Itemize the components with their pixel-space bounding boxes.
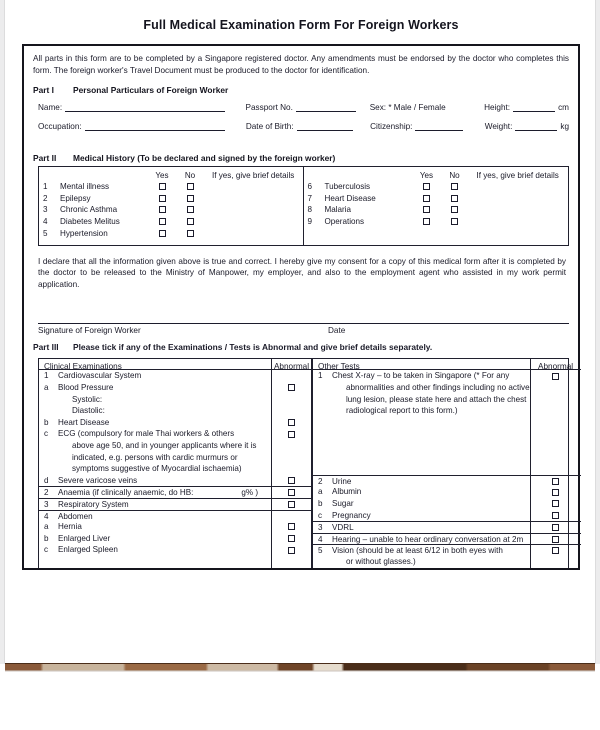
- abnormal-cell: [531, 394, 581, 406]
- abnormal-cell: [531, 556, 581, 568]
- history-row-label: Operations: [324, 217, 365, 227]
- part-1-title: Personal Particulars of Foreign Worker: [73, 85, 229, 95]
- history-row-number: 7: [307, 193, 313, 203]
- abnormal-cell[interactable]: [531, 544, 581, 556]
- exam-row: [313, 382, 530, 394]
- passport-label: Passport No.: [245, 103, 293, 112]
- history-no-cell[interactable]: [441, 183, 469, 190]
- exam-row: [39, 440, 271, 452]
- clinical-examinations-column: [39, 359, 272, 567]
- history-row: [39, 204, 303, 216]
- clinical-examinations-header: Clinical Examinations: [39, 359, 271, 370]
- abnormal-cell: [272, 394, 311, 406]
- history-row: [39, 193, 303, 205]
- checkbox-abnormal[interactable]: [552, 524, 559, 531]
- dob-field[interactable]: [246, 121, 370, 131]
- abnormal-cell[interactable]: [272, 475, 311, 487]
- page-edge-left: [0, 0, 5, 730]
- exam-row: [313, 440, 530, 452]
- history-row-label: Diabetes Melitus: [60, 217, 120, 227]
- history-no-cell[interactable]: [441, 218, 469, 225]
- history-row-label: Mental illness: [60, 182, 110, 192]
- exam-row-number: b: [318, 499, 323, 508]
- dob-input[interactable]: [297, 121, 353, 131]
- page-title: Full Medical Examination Form For Foreign Workers: [143, 18, 459, 32]
- history-row-number: 8: [307, 205, 313, 215]
- history-yes-cell[interactable]: [148, 206, 176, 213]
- history-right-header: [304, 171, 569, 180]
- exam-row-label: VDRL: [332, 523, 354, 533]
- part-3-number: Part III: [33, 342, 59, 353]
- history-yes-cell[interactable]: [148, 183, 176, 190]
- checkbox-abnormal[interactable]: [552, 478, 559, 485]
- exam-row-label: radiological report to this form.): [346, 406, 458, 416]
- exam-row-number: b: [44, 417, 49, 427]
- abnormal-cell: [272, 510, 311, 522]
- abnormal-cell[interactable]: [272, 486, 311, 498]
- history-yes-header-left: Yes: [155, 171, 169, 180]
- checkbox-abnormal[interactable]: [288, 501, 295, 508]
- part-2-number: Part II: [33, 153, 57, 163]
- passport-field[interactable]: [246, 102, 370, 112]
- exam-row-label: Cardiovascular System: [58, 371, 142, 381]
- part-3-heading: [24, 340, 578, 352]
- checkbox-abnormal[interactable]: [552, 500, 559, 507]
- history-row-label: Malaria: [324, 205, 352, 215]
- signature-label: Signature of Foreign Worker: [38, 326, 141, 336]
- exam-row-number: c: [318, 510, 323, 520]
- history-row: [304, 181, 569, 193]
- abnormal-cell: [531, 463, 581, 475]
- abnormal-cell: [272, 452, 311, 464]
- checkbox-yes[interactable]: [423, 206, 430, 213]
- checkbox-yes[interactable]: [159, 230, 166, 237]
- exam-row: [39, 428, 271, 440]
- history-no-cell[interactable]: [176, 195, 204, 202]
- checkbox-abnormal[interactable]: [552, 373, 559, 380]
- checkbox-abnormal[interactable]: [288, 419, 295, 426]
- abnormal-cell: [272, 440, 311, 452]
- exam-row: [39, 463, 271, 475]
- exam-row: [313, 556, 530, 568]
- exam-row: [39, 417, 271, 429]
- citizenship-label: Citizenship:: [370, 122, 413, 131]
- exam-row: [39, 486, 271, 498]
- sex-label: Sex: * Male / Female: [369, 103, 446, 112]
- part-1-heading: [24, 76, 578, 95]
- exam-row-number: 2: [318, 476, 323, 486]
- history-yes-header-right: Yes: [419, 171, 434, 180]
- weight-unit: kg: [560, 122, 569, 131]
- abnormal-cell[interactable]: [531, 475, 581, 487]
- exam-row-label: Hearing – unable to hear ordinary conversation at 2m: [332, 534, 524, 544]
- history-no-cell[interactable]: [176, 206, 204, 213]
- history-row-label: Chronic Asthma: [60, 205, 118, 215]
- abnormal-cell[interactable]: [531, 521, 581, 533]
- history-row-label: Hypertension: [60, 228, 108, 238]
- abnormal-cell[interactable]: [531, 498, 581, 510]
- page-cutoff-shadow: [5, 670, 595, 672]
- exam-row-number: d: [44, 475, 49, 485]
- checkbox-yes[interactable]: [159, 206, 166, 213]
- checkbox-yes[interactable]: [159, 218, 166, 225]
- particulars-row-1: [38, 102, 569, 112]
- exam-row: [313, 428, 530, 440]
- history-yes-cell[interactable]: [413, 195, 441, 202]
- name-field[interactable]: [38, 102, 246, 112]
- exam-row: [39, 475, 271, 487]
- history-left-header: [39, 171, 303, 180]
- history-row-number: 4: [43, 217, 48, 227]
- part-3-title: Please tick if any of the Examinations / Tests is Abnormal and give brief details separately.: [73, 342, 433, 353]
- exam-row-number: 1: [44, 371, 49, 381]
- exam-row: [39, 405, 271, 417]
- history-row-number: 6: [307, 182, 313, 192]
- exam-row-label: Sugar: [332, 499, 354, 508]
- abnormal-cell: [531, 452, 581, 464]
- exam-row-label: Systolic:: [72, 394, 103, 404]
- history-no-cell[interactable]: [441, 206, 469, 213]
- checkbox-no[interactable]: [451, 206, 458, 213]
- exam-row: [313, 370, 530, 382]
- sex-field[interactable]: [370, 103, 484, 112]
- history-row: [304, 193, 569, 205]
- passport-input[interactable]: [296, 102, 356, 112]
- history-row: [39, 216, 303, 228]
- height-unit: cm: [558, 103, 569, 112]
- exam-row-number: c: [44, 429, 49, 439]
- exam-row-label: indicated, e.g. persons with cardic murmurs or: [72, 452, 238, 462]
- checkbox-abnormal[interactable]: [288, 489, 295, 496]
- history-yes-cell[interactable]: [148, 218, 176, 225]
- exam-row-number: a: [318, 487, 323, 497]
- checkbox-no[interactable]: [451, 195, 458, 202]
- occupation-input[interactable]: [85, 121, 225, 131]
- medical-history-left: [39, 167, 304, 245]
- checkbox-abnormal[interactable]: [552, 489, 559, 496]
- exam-row: [313, 486, 530, 498]
- exam-row: [313, 394, 530, 406]
- date-label: Date: [328, 326, 346, 336]
- exam-row-label: Urine: [332, 476, 352, 486]
- signature-row: [38, 323, 569, 340]
- citizenship-field[interactable]: [370, 121, 485, 131]
- checkbox-abnormal[interactable]: [552, 547, 559, 554]
- exam-row-number: 4: [44, 511, 49, 521]
- history-row: [39, 181, 303, 193]
- height-label: Height:: [484, 103, 511, 112]
- exam-row-label: or without glasses.): [346, 556, 416, 566]
- abnormal-cell[interactable]: [272, 382, 311, 394]
- page-cut-mask: [0, 664, 600, 730]
- exam-row-number: 3: [318, 523, 323, 533]
- exam-row-label: Heart Disease: [58, 417, 110, 427]
- history-row: [39, 227, 303, 239]
- clinical-abnormal-checks: [272, 370, 311, 556]
- abnormal-cell: [531, 417, 581, 429]
- height-input[interactable]: [513, 102, 555, 112]
- exam-row-number: 2: [44, 488, 49, 498]
- exam-row-number: c: [44, 545, 49, 555]
- abnormal-cell: [531, 382, 581, 394]
- exam-row: [313, 452, 530, 464]
- exam-row: [39, 452, 271, 464]
- particulars-row-2: [38, 121, 569, 131]
- exam-row: [313, 498, 530, 510]
- abnormal-cell: [272, 405, 311, 417]
- exam-row-label: Anaemia (if clinically anaemic, do HB: g% ): [58, 488, 259, 498]
- abnormal-cell: [531, 440, 581, 452]
- checkbox-abnormal[interactable]: [288, 535, 295, 542]
- exam-row-label: ECG (compulsory for male Thai workers & others: [58, 429, 235, 439]
- examination-table: [38, 358, 574, 567]
- checkbox-no[interactable]: [451, 218, 458, 225]
- history-details-header-right: If yes, give brief details: [476, 171, 559, 180]
- exam-row-label: Hernia: [58, 522, 82, 532]
- occupation-field[interactable]: [38, 121, 246, 131]
- exam-row: [313, 510, 530, 522]
- checkbox-abnormal[interactable]: [288, 384, 295, 391]
- exam-row-number: 1: [318, 371, 323, 381]
- form-instructions: All parts in this form are to be completed by a Singapore registered doctor. Any amendments must be endorsed by the doctor who completes this form. The foreign worker's Travel Document must be produced to the doctor for identification.: [33, 54, 569, 75]
- abnormal-column-right: [531, 359, 581, 567]
- medical-history-right: [304, 167, 569, 245]
- exam-row: [313, 533, 530, 545]
- checkbox-abnormal[interactable]: [288, 523, 295, 530]
- checkbox-abnormal[interactable]: [552, 536, 559, 543]
- abnormal-cell[interactable]: [272, 498, 311, 510]
- exam-row-label: abnormalities and other findings including no active: [346, 383, 530, 393]
- exam-row: [39, 533, 271, 545]
- exam-row-label: above age 50, and in younger applicants where it is: [72, 441, 257, 451]
- checkbox-yes[interactable]: [423, 195, 430, 202]
- checkbox-abnormal[interactable]: [288, 477, 295, 484]
- exam-row: [39, 394, 271, 406]
- exam-row-number: a: [44, 383, 49, 393]
- form-body: [22, 44, 580, 570]
- checkbox-no[interactable]: [187, 195, 194, 202]
- name-input[interactable]: [65, 102, 225, 112]
- history-row-label: Tuberculosis: [324, 182, 371, 192]
- other-abnormal-checks: [531, 370, 581, 567]
- exam-row-number: a: [44, 522, 49, 532]
- history-row: [304, 216, 569, 228]
- citizenship-input[interactable]: [415, 121, 463, 131]
- personal-particulars: [24, 95, 578, 144]
- part-2-title: Medical History (To be declared and signed by the foreign worker): [73, 153, 336, 163]
- other-rows: [313, 370, 530, 567]
- weight-field[interactable]: [485, 121, 569, 131]
- exam-row-label: Respiratory System: [58, 500, 129, 509]
- checkbox-no[interactable]: [451, 183, 458, 190]
- abnormal-cell: [531, 405, 581, 417]
- history-row-label: Heart Disease: [324, 193, 376, 203]
- history-yes-cell[interactable]: [413, 183, 441, 190]
- exam-row-label: Diastolic:: [72, 406, 105, 416]
- exam-row-number: 4: [318, 534, 323, 544]
- clinical-rows: [39, 370, 271, 556]
- checkbox-no[interactable]: [187, 218, 194, 225]
- abnormal-cell[interactable]: [272, 544, 311, 556]
- abnormal-cell[interactable]: [272, 417, 311, 429]
- exam-row-label: Vision (should be at least 6/12 in both eyes with: [332, 546, 503, 556]
- exam-row-label: lung lesion, please state here and attach the chest: [346, 394, 527, 404]
- history-left-rows: [39, 181, 303, 239]
- checkbox-yes[interactable]: [423, 183, 430, 190]
- weight-input[interactable]: [515, 121, 557, 131]
- exam-row-number: b: [44, 533, 49, 543]
- declaration-text: I declare that all the information given above is true and correct. I hereby give my consent for a copy of this medical form after it is completed by the doctor to be released to the Ministry of Manpower, my employer, and also to the employment agent who assisted in my work permit application.: [38, 256, 566, 289]
- history-yes-cell[interactable]: [148, 230, 176, 237]
- checkbox-yes[interactable]: [423, 218, 430, 225]
- abnormal-cell: [531, 428, 581, 440]
- checkbox-abnormal[interactable]: [552, 512, 559, 519]
- other-tests-column: [313, 359, 531, 567]
- checkbox-abnormal[interactable]: [288, 547, 295, 554]
- exam-row-label: Enlarged Liver: [58, 533, 111, 543]
- history-row-number: 3: [43, 205, 48, 215]
- exam-row: [313, 463, 530, 475]
- exam-row: [39, 382, 271, 394]
- exam-row: [313, 417, 530, 429]
- exam-row-label: symptoms suggestive of Myocardial ischaemia): [72, 464, 242, 474]
- abnormal-header-left: Abnormal: [272, 359, 311, 370]
- height-field[interactable]: [484, 102, 569, 112]
- page-edge-right: [595, 0, 600, 730]
- history-yes-cell[interactable]: [413, 218, 441, 225]
- abnormal-cell: [272, 370, 311, 382]
- abnormal-column-left: [272, 359, 313, 567]
- history-row-number: 5: [43, 228, 48, 238]
- exam-row-label: Blood Pressure: [58, 383, 114, 393]
- abnormal-cell[interactable]: [531, 370, 581, 382]
- history-no-cell[interactable]: [176, 230, 204, 237]
- history-row-number: 2: [43, 193, 48, 203]
- exam-row-label: Pregnancy: [332, 510, 371, 520]
- history-yes-cell[interactable]: [413, 206, 441, 213]
- exam-row-label: Severe varicose veins: [58, 475, 138, 485]
- history-row: [304, 204, 569, 216]
- exam-row: [39, 521, 271, 533]
- hb-value-input[interactable]: [195, 491, 239, 499]
- history-no-cell[interactable]: [441, 195, 469, 202]
- name-label: Name:: [38, 103, 63, 112]
- abnormal-cell[interactable]: [531, 486, 581, 498]
- part-1-number: Part I: [33, 85, 54, 95]
- abnormal-cell[interactable]: [531, 510, 581, 522]
- checkbox-no[interactable]: [187, 206, 194, 213]
- exam-row-number: 3: [44, 500, 49, 509]
- exam-row: [313, 521, 530, 533]
- history-row-number: 1: [43, 182, 48, 192]
- other-tests-header: Other Tests: [313, 359, 530, 370]
- history-yes-cell[interactable]: [148, 195, 176, 202]
- exam-row: [313, 544, 530, 556]
- exam-row-label: Enlarged Spleen: [58, 545, 118, 555]
- checkbox-yes[interactable]: [159, 195, 166, 202]
- exam-row: [313, 475, 530, 487]
- history-no-header-left: No: [184, 171, 196, 180]
- history-details-header-left: If yes, give brief details: [212, 171, 295, 180]
- history-no-header-right: No: [449, 171, 460, 180]
- abnormal-cell[interactable]: [531, 533, 581, 545]
- abnormal-cell: [272, 463, 311, 475]
- part-2-heading: [24, 144, 578, 163]
- history-row-label: Epilepsy: [60, 193, 91, 203]
- abnormal-header-right: Abnormal: [531, 359, 581, 370]
- exam-row-number: 5: [318, 546, 323, 556]
- medical-history-table: [38, 166, 569, 246]
- abnormal-cell[interactable]: [272, 428, 311, 440]
- weight-label: Weight:: [484, 122, 513, 131]
- checkbox-no[interactable]: [187, 230, 194, 237]
- exam-row: [39, 544, 271, 556]
- exam-row-label: Abdomen: [58, 511, 93, 521]
- exam-row: [313, 405, 530, 417]
- dob-label: Date of Birth:: [245, 122, 294, 131]
- history-no-cell[interactable]: [176, 183, 204, 190]
- checkbox-yes[interactable]: [159, 183, 166, 190]
- exam-row-label: Albumin: [332, 487, 362, 497]
- history-right-rows: [304, 181, 569, 227]
- occupation-label: Occupation:: [38, 122, 82, 131]
- abnormal-cell[interactable]: [272, 521, 311, 533]
- history-row-number: 9: [307, 217, 313, 227]
- abnormal-cell[interactable]: [272, 533, 311, 545]
- exam-row-label: Chest X-ray – to be taken in Singapore (* For any: [332, 371, 510, 381]
- history-no-cell[interactable]: [176, 218, 204, 225]
- exam-row: [39, 510, 271, 522]
- checkbox-abnormal[interactable]: [288, 431, 295, 438]
- exam-row: [39, 498, 271, 510]
- checkbox-no[interactable]: [187, 183, 194, 190]
- exam-row: [39, 370, 271, 382]
